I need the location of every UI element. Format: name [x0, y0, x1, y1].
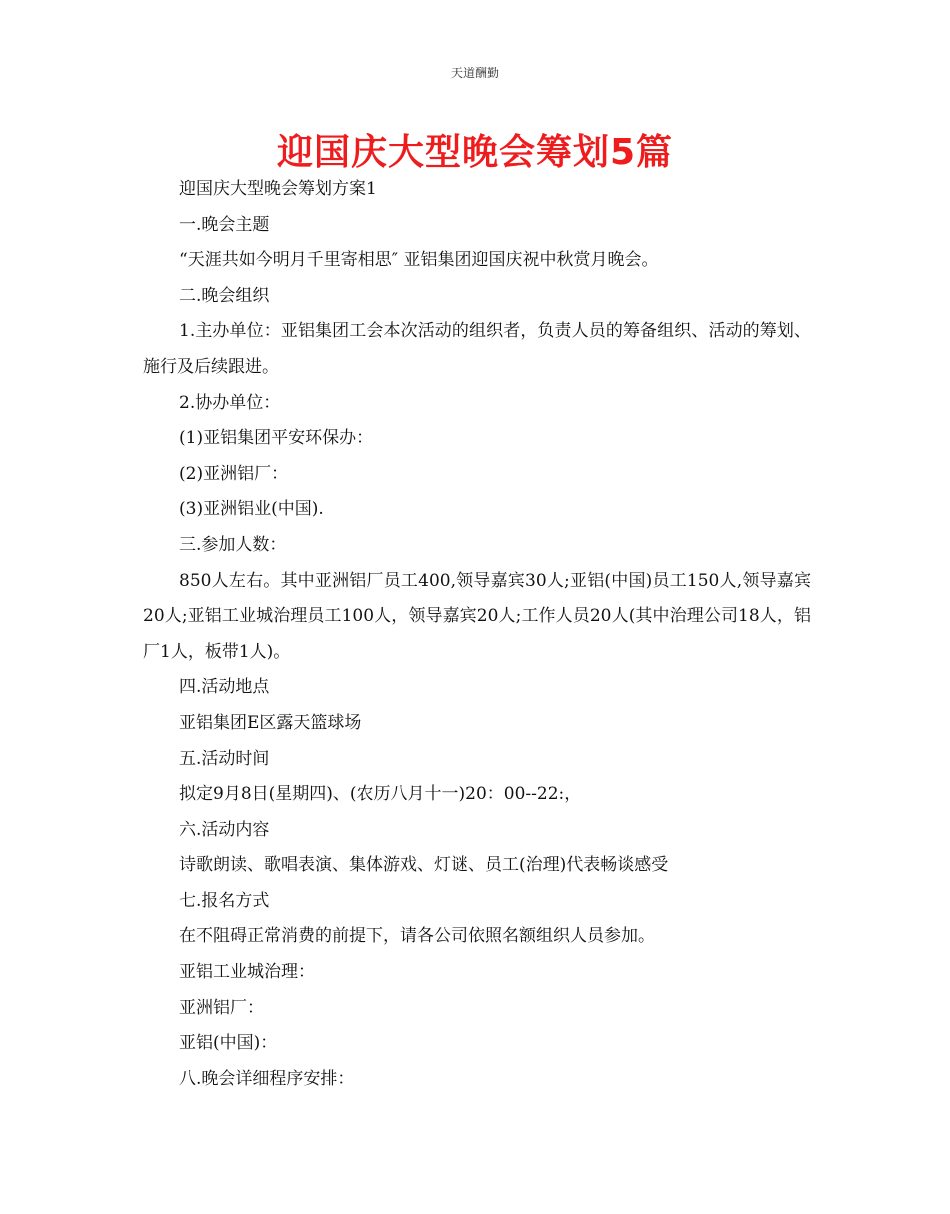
- section-heading: 三.参加人数：: [179, 534, 287, 555]
- document-body: [143, 172, 811, 1097]
- section-heading: 二.晚会组织: [179, 285, 270, 306]
- list-item: (2)亚洲铝厂：: [179, 463, 289, 484]
- paragraph: 亚洲铝厂：: [179, 997, 264, 1018]
- section-heading: 七.报名方式: [179, 890, 270, 911]
- section-heading: 八.晚会详细程序安排：: [179, 1068, 355, 1089]
- paragraph: 1.主办单位：亚铝集团工会本次活动的组织者，负责人员的筹备组织、活动的筹划、施行及后续跟进。: [143, 321, 811, 377]
- section-heading: 一.晚会主题: [179, 214, 270, 235]
- paragraph: 850人左右。其中亚洲铝厂员工400,领导嘉宾30人;亚铝(中国)员工150人,领导嘉宾20人;亚铝工业城治理员工100人，领导嘉宾20人;工作人员20人(其中治理公司18人，铝厂1人，板带1人)。: [143, 570, 811, 662]
- paragraph: “天涯共如今明月千里寄相思″ 亚铝集团迎国庆祝中秋赏月晚会。: [179, 250, 659, 271]
- section-heading: 五.活动时间: [179, 748, 270, 769]
- list-item: (3)亚洲铝业(中国).: [179, 499, 324, 520]
- page-header: 天道酬勤: [450, 66, 499, 80]
- paragraph: 诗歌朗读、歌唱表演、集体游戏、灯谜、员工(治理)代表畅谈感受: [179, 855, 669, 876]
- paragraph: 亚铝工业城治理：: [179, 962, 315, 983]
- paragraph: 亚铝(中国)：: [179, 1033, 278, 1054]
- document-title: 迎国庆大型晚会筹划5篇: [276, 132, 674, 173]
- paragraph: 拟定9月8日(星期四)、(农历八月十一)20：00--22:，: [179, 784, 582, 805]
- list-item: (1)亚铝集团平安环保办：: [179, 428, 374, 449]
- section-heading: 四.活动地点: [179, 677, 270, 698]
- paragraph: 迎国庆大型晚会筹划方案1: [179, 179, 377, 199]
- paragraph: 在不阻碍正常消费的前提下，请各公司依照名额组织人员参加。: [179, 926, 655, 947]
- paragraph: 亚铝集团E区露天篮球场: [179, 712, 362, 733]
- paragraph: 2.协办单位：: [179, 392, 281, 413]
- section-heading: 六.活动内容: [179, 819, 270, 840]
